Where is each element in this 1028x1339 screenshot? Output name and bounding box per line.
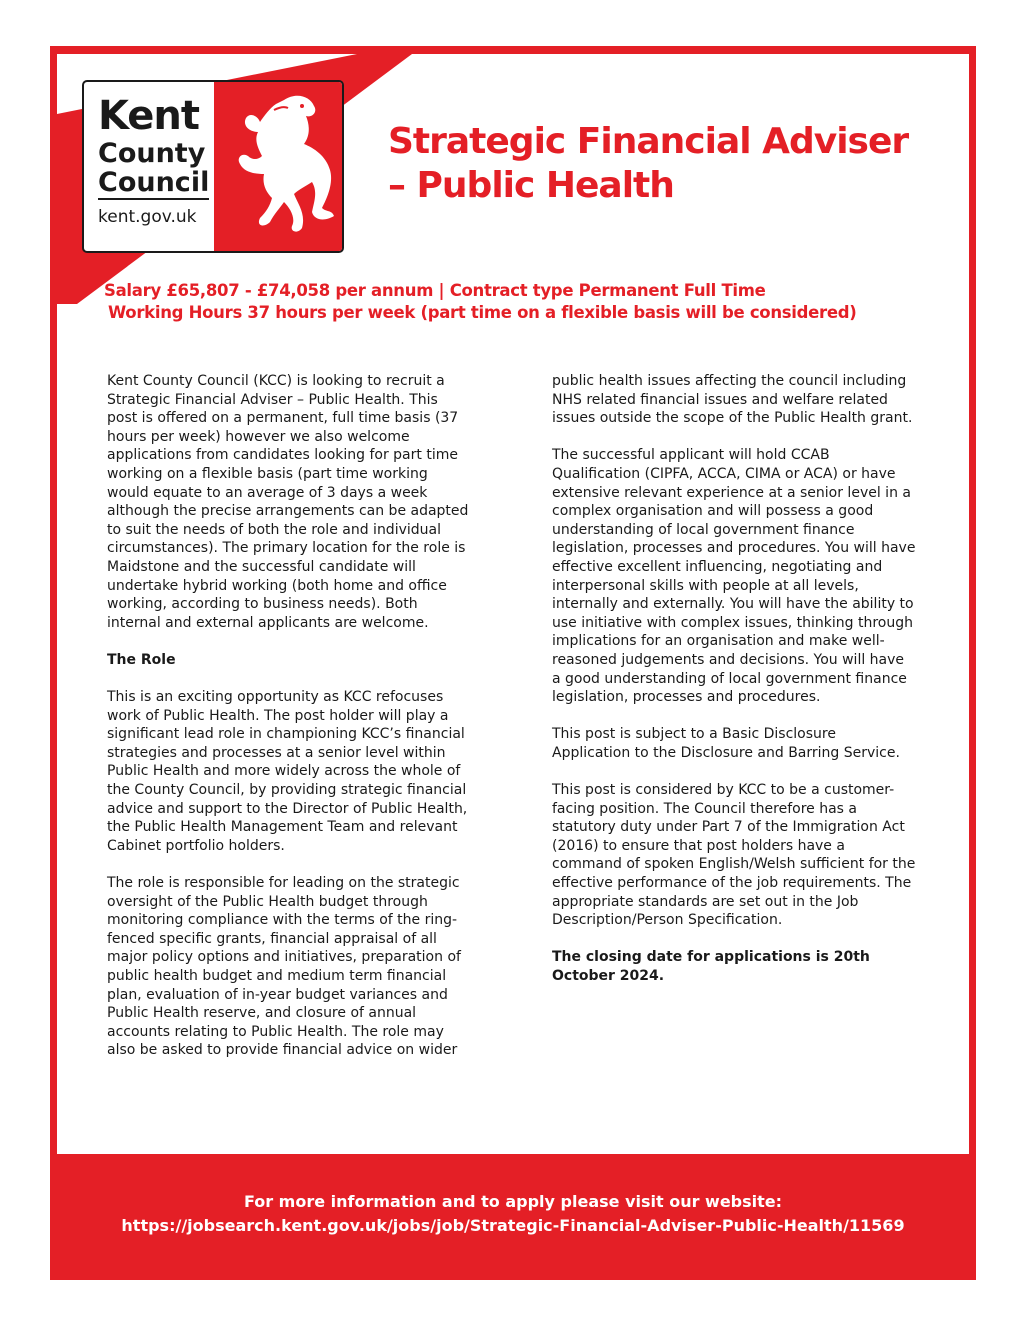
footer-info: For more information and to apply please visit our website: xyxy=(243,1192,783,1211)
logo-url: kent.gov.uk xyxy=(98,207,197,227)
footer xyxy=(50,1190,976,1238)
job-meta xyxy=(104,280,964,324)
left-column xyxy=(107,372,472,1079)
responsibilities-continued: public health issues affecting the council including NHS related financial issues and welfare related issues outside the scope of the Public Health grant. xyxy=(552,373,913,427)
kcc-logo xyxy=(82,80,344,253)
customer-facing-paragraph: This post is considered by KCC to be a customer-facing position. The Council therefore has a statutory duty under Part 7 of the Immigration Act (2016) to ensure that post holders have a command of spoken English/Welsh sufficient for the effective performance of the job requirements. The appropriate standards are set out in the Job Description/Person Specification. xyxy=(552,782,916,929)
white-horse-rampant-icon xyxy=(214,82,344,253)
intro-paragraph: Kent County Council (KCC) is looking to recruit a Strategic Financial Adviser – Public Health. This post is offered on a permanent, full time basis (37 hours per week) however we also welcome applications from candidates looking for part time working on a flexible basis (part time working would equate to an average of 3 days a week although the precise arrangements can be adapted to suit the needs of both the role and individual circumstances). The primary location for the role is Maidstone and the successful candidate will undertake hybrid working (both home and office working, according to business needs). Both internal and external applicants are welcome. xyxy=(107,373,469,631)
disclosure-paragraph: This post is subject to a Basic Disclosure Application to the Disclosure and Barring Service. xyxy=(552,726,900,761)
salary-contract-line: Salary £65,807 - £74,058 per annum | Contract type Permanent Full Time xyxy=(104,281,766,300)
role-paragraph: This is an exciting opportunity as KCC refocuses work of Public Health. The post holder will play a significant lead role in championing KCC’s financial strategies and processes at a senior level within Public Health and more widely across the whole of the County Council, by providing strategic financial advice and support to the Director of Public Health, the Public Health Management Team and relevant Cabinet portfolio holders. xyxy=(107,689,468,854)
job-title-line1: Strategic Financial Adviser xyxy=(388,121,909,162)
closing-date: The closing date for applications is 20th October 2024. xyxy=(552,949,870,984)
working-hours-line: Working Hours 37 hours per week (part time on a flexible basis will be considered) xyxy=(108,303,857,322)
footer-link[interactable]: https://jobsearch.kent.gov.uk/jobs/job/Strategic-Financial-Adviser-Public-Health/11569 xyxy=(121,1216,905,1235)
role-heading: The Role xyxy=(107,651,176,668)
requirements-paragraph: The successful applicant will hold CCAB Qualification (CIPFA, ACCA, CIMA or ACA) or have extensive relevant experience at a senior level in a complex organisation and will possess a good understanding of local government finance legislation, processes and procedures. You will have effective excellent influencing, negotiating and interpersonal skills with people at all levels, internally and externally. You will have the ability to use initiative with complex issues, thinking through implications for an organisation and make well-reasoned judgements and decisions. You will have a good understanding of local government finance legislation, processes and procedures. xyxy=(552,447,916,706)
logo-kent: Kent xyxy=(98,93,200,139)
logo-county: County xyxy=(98,138,206,169)
logo-red-panel xyxy=(214,82,344,253)
right-column xyxy=(552,372,917,1004)
job-title xyxy=(388,120,968,208)
logo-wordmark xyxy=(98,93,210,227)
responsibilities-paragraph: The role is responsible for leading on the strategic oversight of the Public Health budget through monitoring compliance with the terms of the ring-fenced specific grants, financial appraisal of all major policy options and initiatives, preparation of public health budget and medium term financial plan, evaluation of in-year budget variances and Public Health reserve, and closure of annual accounts relating to Public Health. The role may also be asked to provide financial advice on wider xyxy=(107,875,461,1059)
logo-council: Council xyxy=(98,167,210,198)
job-title-line2: – Public Health xyxy=(388,165,674,206)
